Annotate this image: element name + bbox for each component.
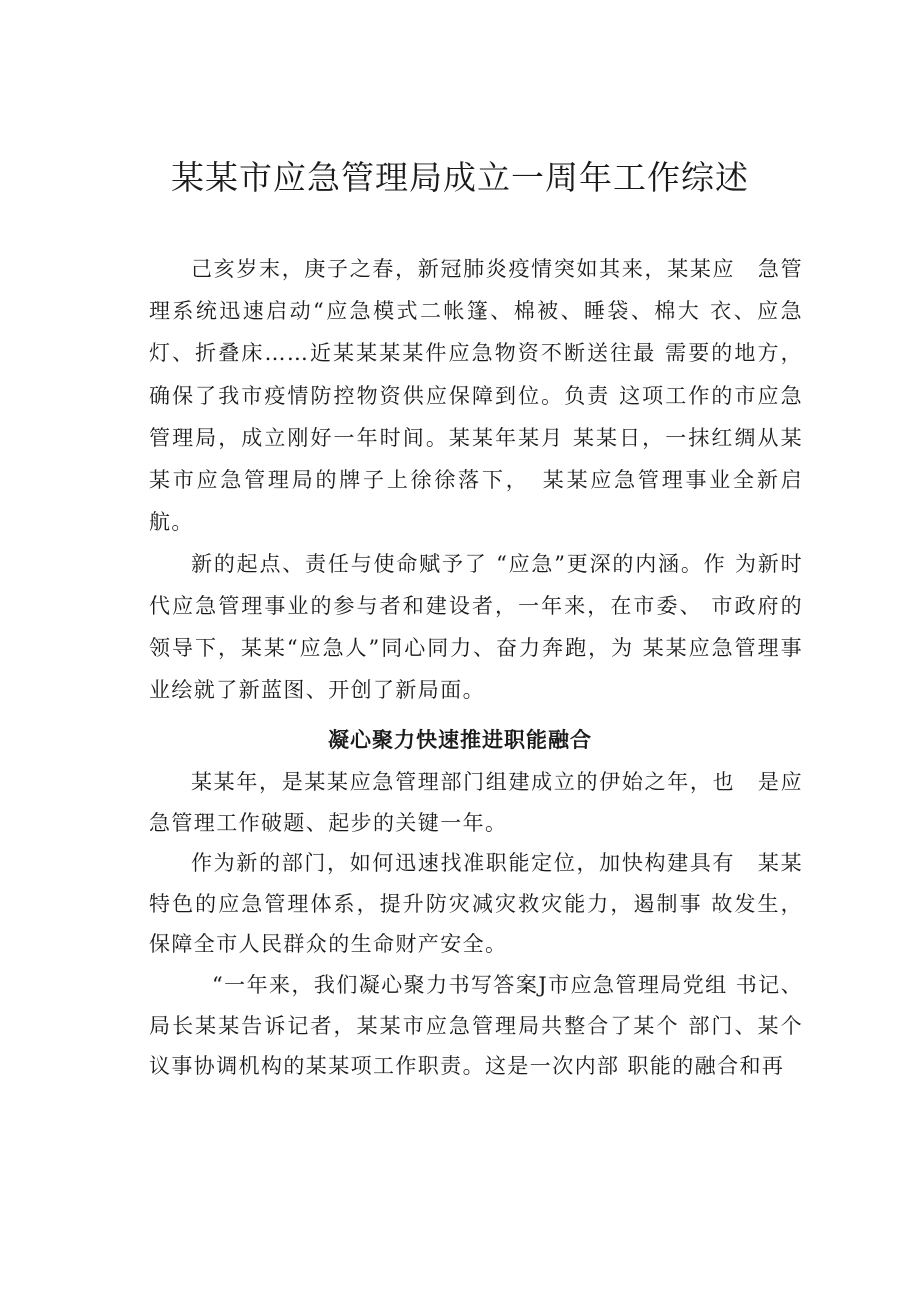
section-body (149, 762, 803, 1087)
section-paragraph-1: 某某年，是某某应急管理部门组建成立的伊始之年，也 是应急管理工作破题、起步的关键一年。 (149, 770, 803, 835)
paragraph-1: 己亥岁末，庚子之春，新冠肺炎疫情突如其来，某某应 急管理系统迅速启动“应急模式二帐篷、棉被、睡袋、棉大 衣、应急灯、折叠床……近某某某某件应急物资不断送往最 需要的地方，确保了我市疫情防控物资供应保障到位。负责 这项工作的市应急管理局，成立刚好一年时间。某某年某月 某某日，一抹红绸从某某市应急管理局的牌子上徐徐落下， 某某应急管理事业全新启航。 (149, 257, 803, 535)
section-heading: 凝心聚力快速推进职能融合 (328, 728, 592, 752)
paragraph-2: 新的起点、责任与使命赋予了 “应急”更深的内涵。作 为新时代应急管理事业的参与者和建设者，一年来，在市委、 市政府的领导下，某某“应急人”同心同力、奋力奔跑，为 某某应急管理事业绘就了新蓝图、开创了新局面。 (149, 552, 803, 703)
section-paragraph-3: “一年来，我们凝心聚力书写答案J市应急管理局党组 书记、局长某某告诉记者，某某市应急管理局共整合了某个 部门、某个议事协调机构的某某项工作职责。这是一次内部 职能的融合和再 (149, 972, 803, 1079)
document-title: 某某市应急管理局成立一周年工作综述 (171, 158, 749, 197)
intro-section (149, 248, 803, 711)
section-paragraph-2: 作为新的部门，如何迅速找准职能定位，加快构建具有 某某特色的应急管理体系，提升防灾减灾救灾能力，遏制事 故发生，保障全市人民群众的生命财产安全。 (149, 851, 803, 957)
